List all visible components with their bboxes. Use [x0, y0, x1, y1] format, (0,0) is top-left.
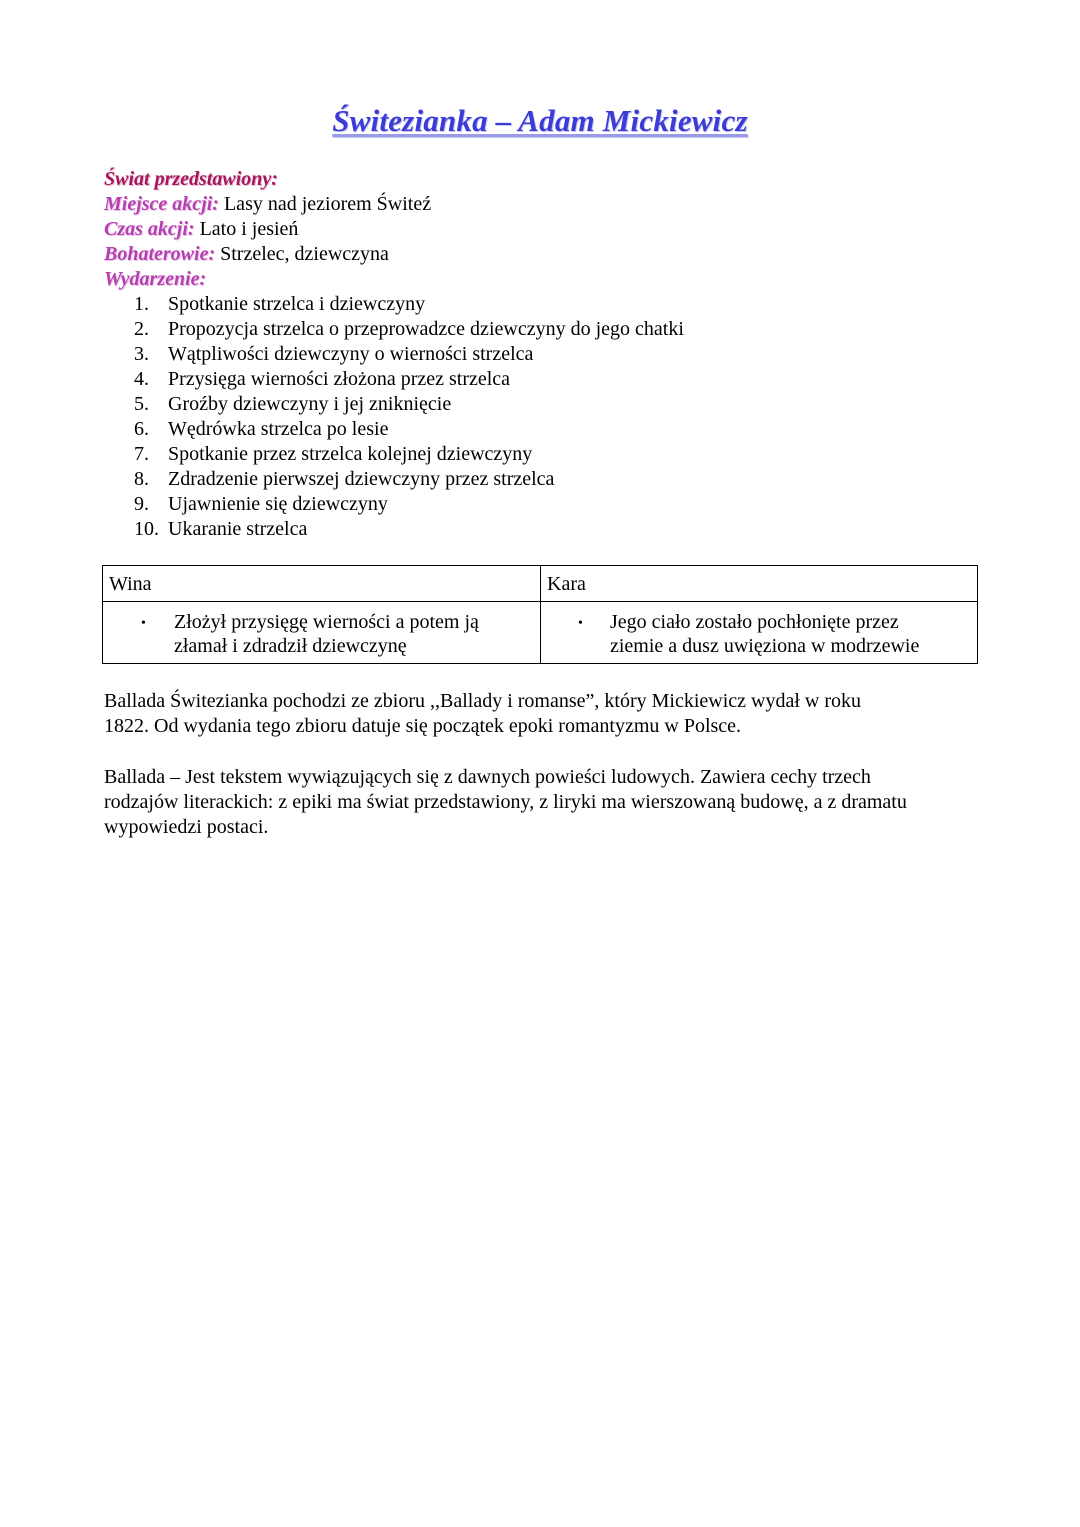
list-item	[134, 417, 684, 442]
list-item	[134, 367, 684, 392]
list-item	[134, 317, 684, 342]
paragraph-line: Ballada – Jest tekstem wywiązujących się z dawnych powieści ludowych. Zawiera cechy trzech	[104, 766, 871, 788]
list-item-text: Propozycja strzelca o przeprowadzce dziewczyny do jego chatki	[168, 318, 684, 340]
time-line	[104, 217, 431, 242]
table-cell-line: złamał i zdradził dziewczynę	[174, 635, 407, 657]
list-item-number: 7.	[134, 443, 149, 465]
guilt-punishment-table	[102, 565, 978, 664]
list-item-text: Ujawnienie się dziewczyny	[168, 493, 388, 515]
paragraph-line: wypowiedzi postaci.	[104, 816, 269, 838]
events-list	[134, 292, 684, 542]
heroes-label: Bohaterowie:	[104, 243, 216, 265]
list-item-number: 2.	[134, 318, 149, 340]
list-item	[134, 392, 684, 417]
time-label: Czas akcji:	[104, 218, 195, 240]
table-header-guilt: Wina	[109, 573, 152, 595]
list-item	[134, 292, 684, 317]
heroes-line	[104, 242, 431, 267]
world-info	[104, 167, 431, 292]
bullet-icon: •	[141, 616, 146, 631]
table-cell-line: Jego ciało zostało pochłonięte przez	[610, 611, 899, 633]
events-label: Wydarzenie:	[104, 268, 207, 290]
heroes-value: Strzelec, dziewczyna	[215, 243, 389, 265]
place-value: Lasy nad jeziorem Świteź	[218, 193, 432, 215]
list-item-number: 6.	[134, 418, 149, 440]
world-heading: Świat przedstawiony:	[104, 168, 278, 190]
list-item	[134, 342, 684, 367]
paragraph-line: Ballada Świtezianka pochodzi ze zbioru ,,Ballady i romanse”, który Mickiewicz wydał w roku	[104, 690, 861, 712]
list-item-number: 4.	[134, 368, 149, 390]
list-item-text: Spotkanie strzelca i dziewczyny	[168, 293, 426, 315]
list-item-text: Ukaranie strzelca	[168, 518, 308, 540]
events-label-line	[104, 267, 431, 292]
list-item	[134, 467, 684, 492]
list-item-number: 1.	[134, 293, 149, 315]
time-value: Lato i jesień	[194, 218, 299, 240]
list-item-text: Spotkanie przez strzelca kolejnej dziewczyny	[168, 443, 533, 465]
list-item-text: Groźby dziewczyny i jej zniknięcie	[168, 393, 452, 415]
list-item-text: Wędrówka strzelca po lesie	[168, 418, 389, 440]
list-item-number: 10.	[134, 518, 159, 540]
list-item-text: Wątpliwości dziewczyny o wierności strzelca	[168, 343, 534, 365]
list-item	[134, 442, 684, 467]
place-label: Miejsce akcji:	[104, 193, 219, 215]
table-cell-guilt	[174, 610, 479, 658]
table-cell-line: ziemie a dusz uwięziona w modrzewie	[610, 635, 920, 657]
list-item-number: 8.	[134, 468, 149, 490]
paragraph-ballad-origin	[104, 689, 994, 739]
table-column-divider	[540, 566, 541, 663]
list-item	[134, 517, 684, 542]
place-line	[104, 192, 431, 217]
table-cell-line: Złożył przysięgę wierności a potem ją	[174, 611, 479, 633]
bullet-icon: •	[578, 616, 583, 631]
list-item	[134, 492, 684, 517]
list-item-number: 3.	[134, 343, 149, 365]
table-cell-punishment	[610, 610, 919, 658]
list-item-number: 9.	[134, 493, 149, 515]
list-item-number: 5.	[134, 393, 149, 415]
paragraph-line: rodzajów literackich: z epiki ma świat przedstawiony, z liryki ma wierszowaną budowę, a z dramatu	[104, 791, 907, 813]
table-header-punishment: Kara	[547, 573, 586, 595]
paragraph-ballad-definition	[104, 765, 994, 840]
list-item-text: Zdradzenie pierwszej dziewczyny przez strzelca	[168, 468, 555, 490]
document-title: Świtezianka – Adam Mickiewicz	[332, 103, 748, 138]
list-item-text: Przysięga wierności złożona przez strzelca	[168, 368, 511, 390]
paragraph-line: 1822. Od wydania tego zbioru datuje się początek epoki romantyzmu w Polsce.	[104, 715, 742, 737]
